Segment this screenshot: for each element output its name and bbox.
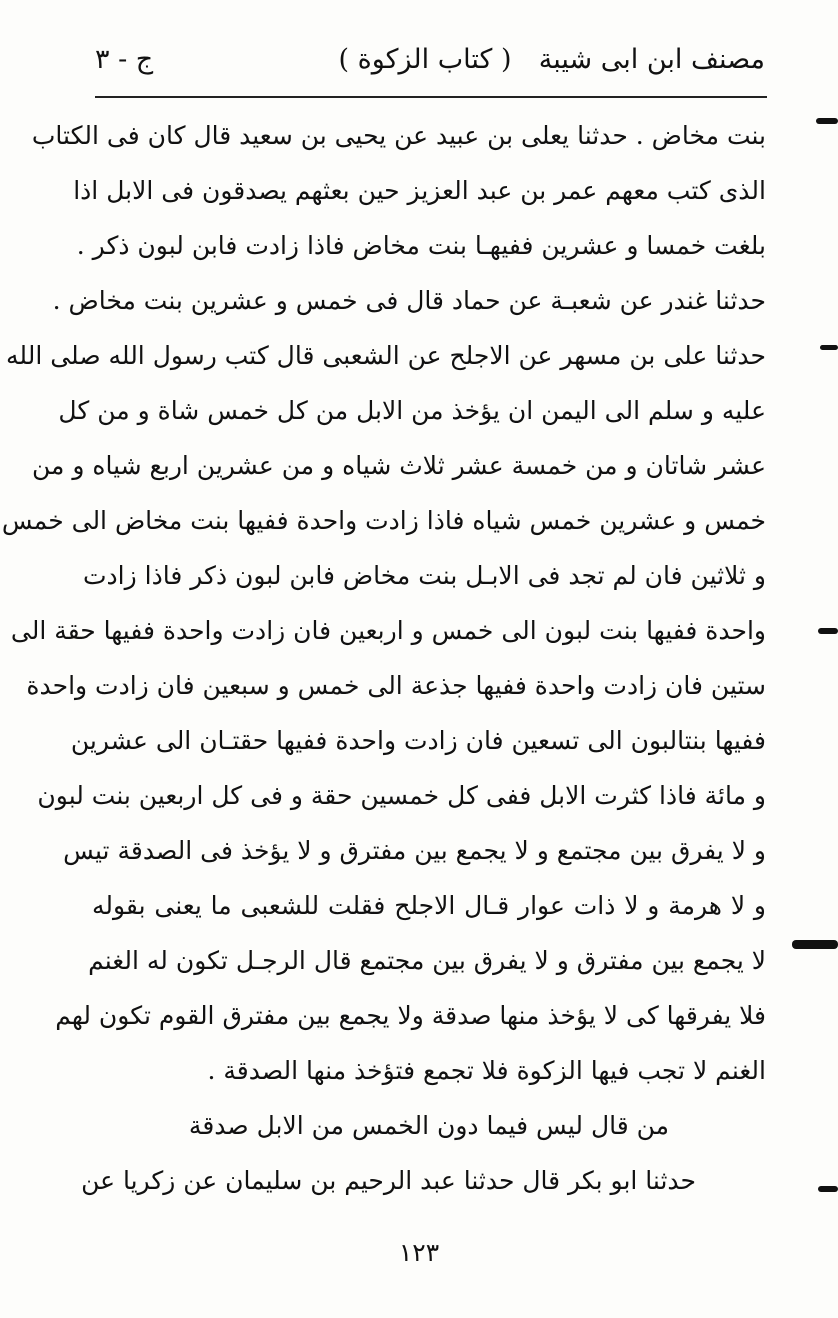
text-line: و ثلاثين فان لم تجد فى الابـل بنت مخاض فابن لبون ذكر فاذا زادت [83, 561, 766, 590]
text-line: خمس و عشرين خمس شياه فاذا زادت واحدة ففيها بنت مخاض الى خمس [1, 506, 766, 535]
book-title: مصنف ابن ابى شيبة [538, 44, 765, 75]
text-line: و لا هرمة و لا ذات عوار قـال الاجلح فقلت للشعبى ما يعنى بقوله [92, 891, 766, 920]
page-header [95, 38, 765, 88]
text-line: و لا يفرق بين مجتمع و لا يجمع بين مفترق و لا يؤخذ فى الصدقة تيس [63, 836, 766, 865]
text-line: بلغت خمسا و عشرين ففيهـا بنت مخاض فاذا زادت فابن لبون ذكر . [76, 231, 766, 260]
text-line: حدثنا غندر عن شعبـة عن حماد قال فى خمس و عشرين بنت مخاض . [52, 286, 766, 315]
text-line: ستين فان زادت واحدة ففيها جذعة الى خمس و سبعين فان زادت واحدة [26, 671, 766, 700]
text-line: فلا يفرقها كى لا يؤخذ منها صدقة ولا يجمع بين مفترق القوم تكون لهم [55, 1001, 766, 1030]
text-line: بنت مخاض . حدثنا يعلى بن عبيد عن يحيى بن سعيد قال كان فى الكتاب [31, 121, 766, 150]
text-line: عشر شاتان و من خمسة عشر ثلاث شياه و من عشرين اربع شياه و من [32, 451, 766, 480]
margin-mark [816, 118, 838, 124]
margin-mark [818, 1186, 838, 1192]
section-heading: من قال ليس فيما دون الخمس من الابل صدقة [188, 1111, 670, 1140]
margin-mark [820, 345, 838, 350]
text-line: الغنم لا تجب فيها الزكوة فلا تجمع فتؤخذ منها الصدقة . [207, 1056, 766, 1085]
page-number: ١٢٣ [398, 1238, 440, 1267]
text-line: حدثنا ابو بكر قال حدثنا عبد الرحيم بن سليمان عن زكريا عن [81, 1166, 696, 1195]
margin-mark [792, 940, 838, 949]
text-line: حدثنا على بن مسهر عن الاجلح عن الشعبى قال كتب رسول الله صلى الله [6, 341, 766, 370]
text-line: لا يجمع بين مفترق و لا يفرق بين مجتمع قال الرجـل تكون له الغنم [88, 946, 766, 975]
volume-number: ج - ٣ [95, 44, 154, 75]
text-line: ففيها بنتالبون الى تسعين فان زادت واحدة ففيها حقتـان الى عشرين [70, 726, 766, 755]
text-line: و مائة فاذا كثرت الابل ففى كل خمسين حقة و فى كل اربعين بنت لبون [37, 781, 766, 810]
header-divider [95, 96, 767, 98]
text-line: واحدة ففيها بنت لبون الى خمس و اربعين فان زادت واحدة ففيها حقة الى [10, 616, 766, 645]
text-line: عليه و سلم الى اليمن ان يؤخذ من الابل من كل خمس شاة و من كل [58, 396, 766, 425]
text-line: الذى كتب معهم عمر بن عبد العزيز حين بعثهم يصدقون فى الابل اذا [73, 176, 766, 205]
chapter-title: ( كتاب الزكوة ) [338, 44, 512, 75]
margin-mark [818, 628, 838, 634]
page-body [1, 108, 766, 1208]
